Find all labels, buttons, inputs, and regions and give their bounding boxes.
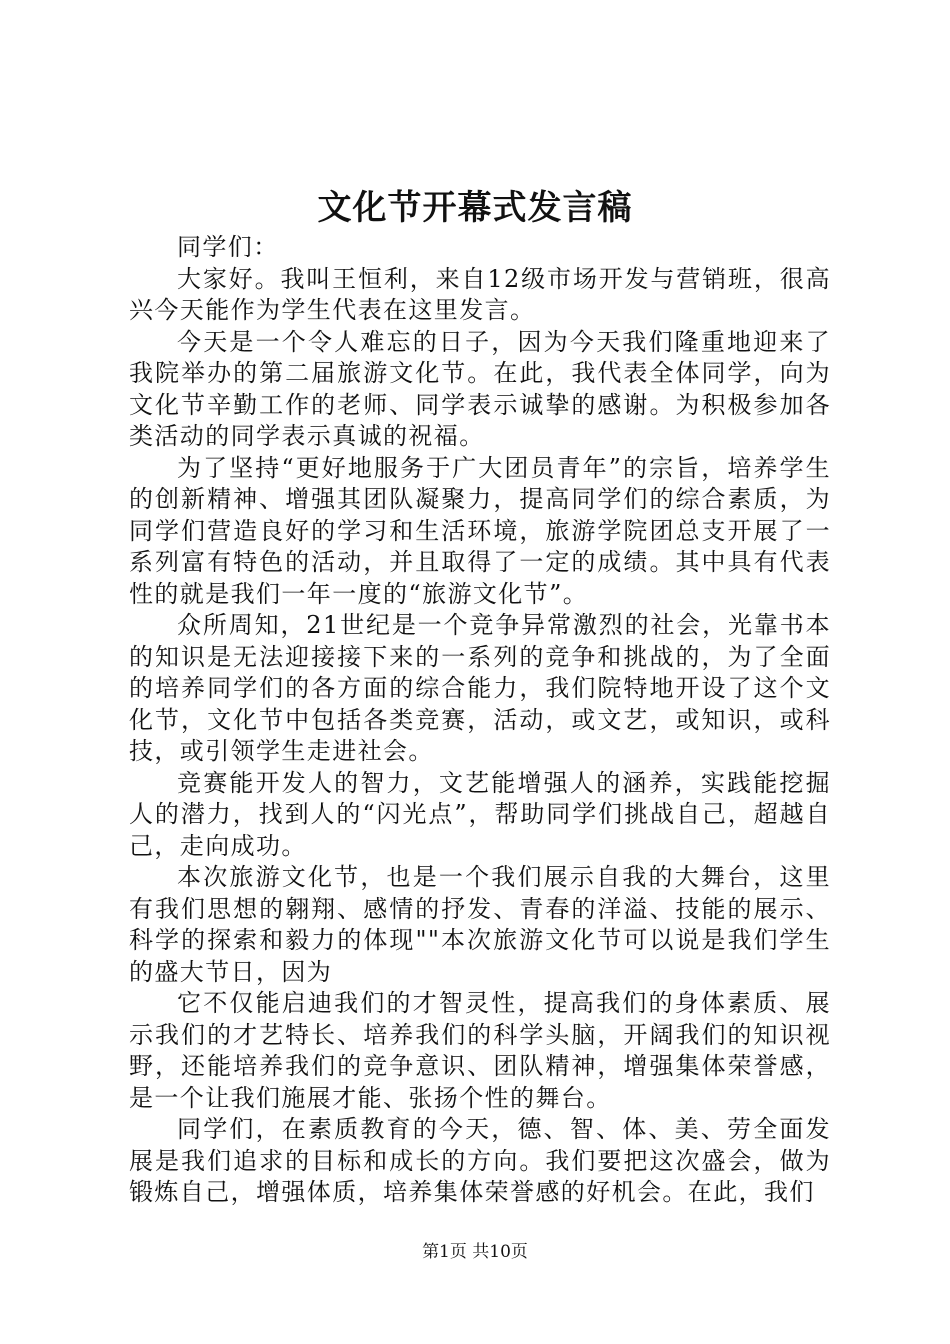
- paragraph: 同学们，在素质教育的今天，德、智、体、美、劳全面发展是我们追求的目标和成长的方向。我们要把这次盛会，做为锻炼自己，增强体质，培养集体荣誉感的好机会。在此，我们: [129, 1115, 831, 1206]
- page-footer: 第1页 共10页: [422, 1242, 528, 1262]
- paragraph: 为了坚持“更好地服务于广大团员青年”的宗旨，培养学生的创新精神、增强其团队凝聚力，提高同学们的综合素质，为同学们营造良好的学习和生活环境，旅游学院团总支开展了一系列富有特色的活动，并且取得了一定的成绩。其中具有代表性的就是我们一年一度的“旅游文化节”。: [129, 453, 831, 608]
- paragraph-salutation: 同学们：: [177, 233, 279, 261]
- paragraph: 大家好。我叫王恒利，来自12级市场开发与营销班，很高兴今天能作为学生代表在这里发言。: [129, 264, 831, 324]
- paragraph: 众所周知，21世纪是一个竞争异常激烈的社会，光靠书本的知识是无法迎接接下来的一系列的竞争和挑战的，为了全面的培养同学们的各方面的综合能力，我们院特地开设了这个文化节，文化节中包括各类竞赛，活动，或文艺，或知识，或科技，或引领学生走进社会。: [129, 611, 831, 765]
- document-body: [129, 232, 831, 1209]
- paragraph: 本次旅游文化节，也是一个我们展示自我的大舞台，这里有我们思想的翱翔、感情的抒发、青春的洋溢、技能的展示、科学的探索和毅力的体现""本次旅游文化节可以说是我们学生的盛大节日，因为: [129, 863, 831, 986]
- document-title: 文化节开幕式发言稿: [317, 188, 633, 228]
- paragraph: 它不仅能启迪我们的才智灵性，提高我们的身体素质、展示我们的才艺特长、培养我们的科学头脑，开阔我们的知识视野，还能培养我们的竞争意识、团队精神，增强集体荣誉感，是一个让我们施展才能、张扬个性的舞台。: [129, 989, 831, 1112]
- paragraph: 今天是一个令人难忘的日子，因为今天我们隆重地迎来了我院举办的第二届旅游文化节。在此，我代表全体同学，向为文化节辛勤工作的老师、同学表示诚挚的感谢。为积极参加各类活动的同学表示真诚的祝福。: [129, 327, 831, 450]
- paragraph: 竞赛能开发人的智力，文艺能增强人的涵养，实践能挖掘人的潜力，找到人的“闪光点”，帮助同学们挑战自己，超越自己，走向成功。: [129, 768, 831, 860]
